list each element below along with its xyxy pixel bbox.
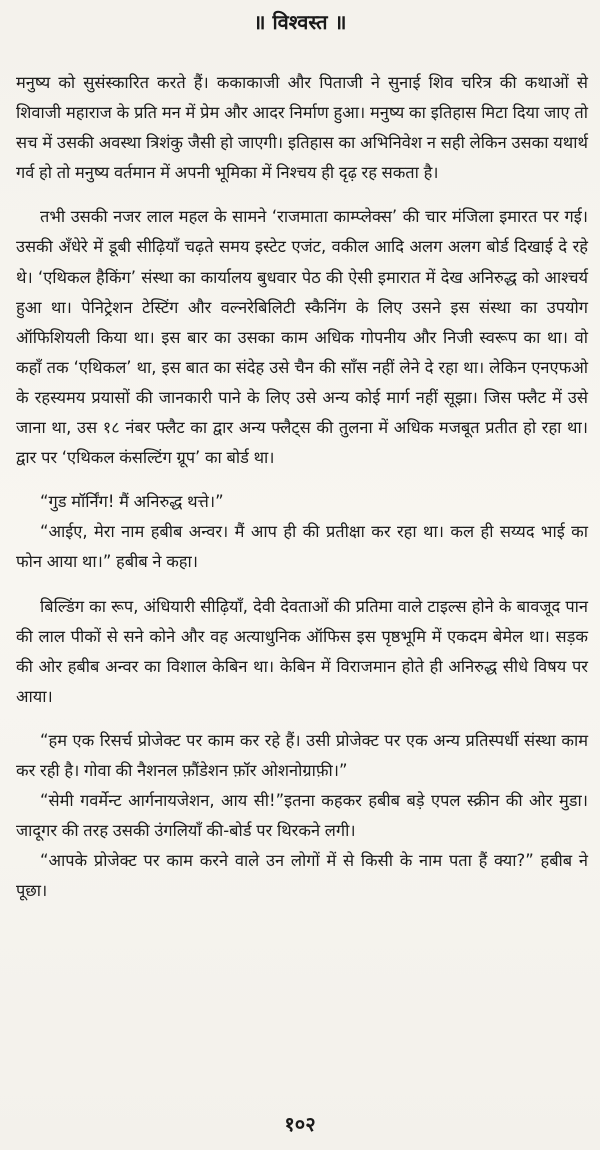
paragraph-1: मनुष्य को सुसंस्कारित करते हैं। ककाकाजी और पिताजी ने सुनाई शिव चरित्र की कथाओं से शिवाजी महाराज के प्रति मन में प्रेम और आदर निर्माण हुआ। मनुष्य का इतिहास मिटा दिया जाए तो सच में उसकी अवस्था त्रिशंकु जैसी हो जाएगी। इतिहास का अभिनिवेश न सही लेकिन उसका यथार्थ गर्व हो तो मनुष्य वर्तमान में अपनी भूमिका में निश्चय ही दृढ़ रह सकता है। bbox=[16, 73, 588, 183]
paragraph-3: बिल्डिंग का रूप, अंधियारी सीढ़ियाँ, देवी देवताओं की प्रतिमा वाले टाइल्स होने के बावजूद पान की लाल पीकों से सने कोने और वह अत्याधुनिक ऑफिस इस पृष्ठभूमि में एकदम बेमेल था। सड़क की ओर हबीब अन्वर का विशाल केबिन था। केबिन में विराजमान होते ही अनिरुद्ध सीधे विषय पर आया। bbox=[16, 596, 588, 706]
running-header: ॥ विश्वस्त ॥ bbox=[253, 10, 347, 34]
dialogue-4: “सेमी गवर्मेन्ट आर्गनायजेशन, आय सी!”इतना कहकर हबीब बड़े एपल स्क्रीन की ओर मुडा। जादूगर की तरह उसकी उंगलियाँ की-बोर्ड पर थिरकने लगी। bbox=[16, 791, 588, 841]
dialogue-3: “हम एक रिसर्च प्रोजेक्ट पर काम कर रहे हैं। उसी प्रोजेक्ट पर एक अन्य प्रतिस्पर्धी संस्था काम कर रही है। गोवा की नैशनल फ़ौंडेशन फ़ॉर ओशनोग्राफ़ी।” bbox=[16, 730, 588, 780]
page-body bbox=[16, 68, 588, 920]
dialogue-5: “आपके प्रोजेक्ट पर काम करने वाले उन लोगों में से किसी के नाम पता हैं क्या?” हबीब ने पूछा। bbox=[16, 851, 588, 901]
paragraph-2: तभी उसकी नजर लाल महल के सामने ‘राजमाता काम्प्लेक्स’ की चार मंजिला इमारत पर गई। उसकी अँधेरे में डूबी सीढ़ियाँ चढ़ते समय इस्टेट एजंट, वकील आदि अलग अलग बोर्ड दिखाई दे रहे थे। ‘एथिकल हैकिंग’ संस्था का कार्यालय बुधवार पेठ की ऐसी इमारात में देख अनिरुद्ध को आश्चर्य हुआ था। पेनिट्रेशन टेस्टिंग और वल्नरेबिलिटी स्कैनिंग के लिए उसने इस संस्था का उपयोग ऑफिशियली किया था। इस बार का उसका काम अधिक गोपनीय और निजी स्वरूप का था। वो कहाँ तक ‘एथिकल’ था, इस बात का संदेह उसे चैन की साँस नहीं लेने दे रहा था। लेकिन एनएफओ के रहस्यमय प्रयासों की जानकारी पाने के लिए उसे अन्य कोई मार्ग नहीं सूझा। जिस फ्लैट में उसे जाना था, उस १८ नंबर फ्लैट का द्वार अन्य फ्लैट्स की तुलना में अधिक मजबूत प्रतीत हो रहा था। द्वार पर ‘एथिकल कंसल्टिंग ग्रूप’ का बोर्ड था। bbox=[16, 207, 588, 468]
dialogue-1: “गुड मॉर्निंग! मैं अनिरुद्ध थत्ते।” bbox=[40, 492, 224, 512]
page-number: १०२ bbox=[284, 1112, 316, 1136]
dialogue-2: “आईए, मेरा नाम हबीब अन्वर। मैं आप ही की प्रतीक्षा कर रहा था। कल ही सय्यद भाई का फोन आया था।” हबीब ने कहा। bbox=[16, 522, 588, 572]
